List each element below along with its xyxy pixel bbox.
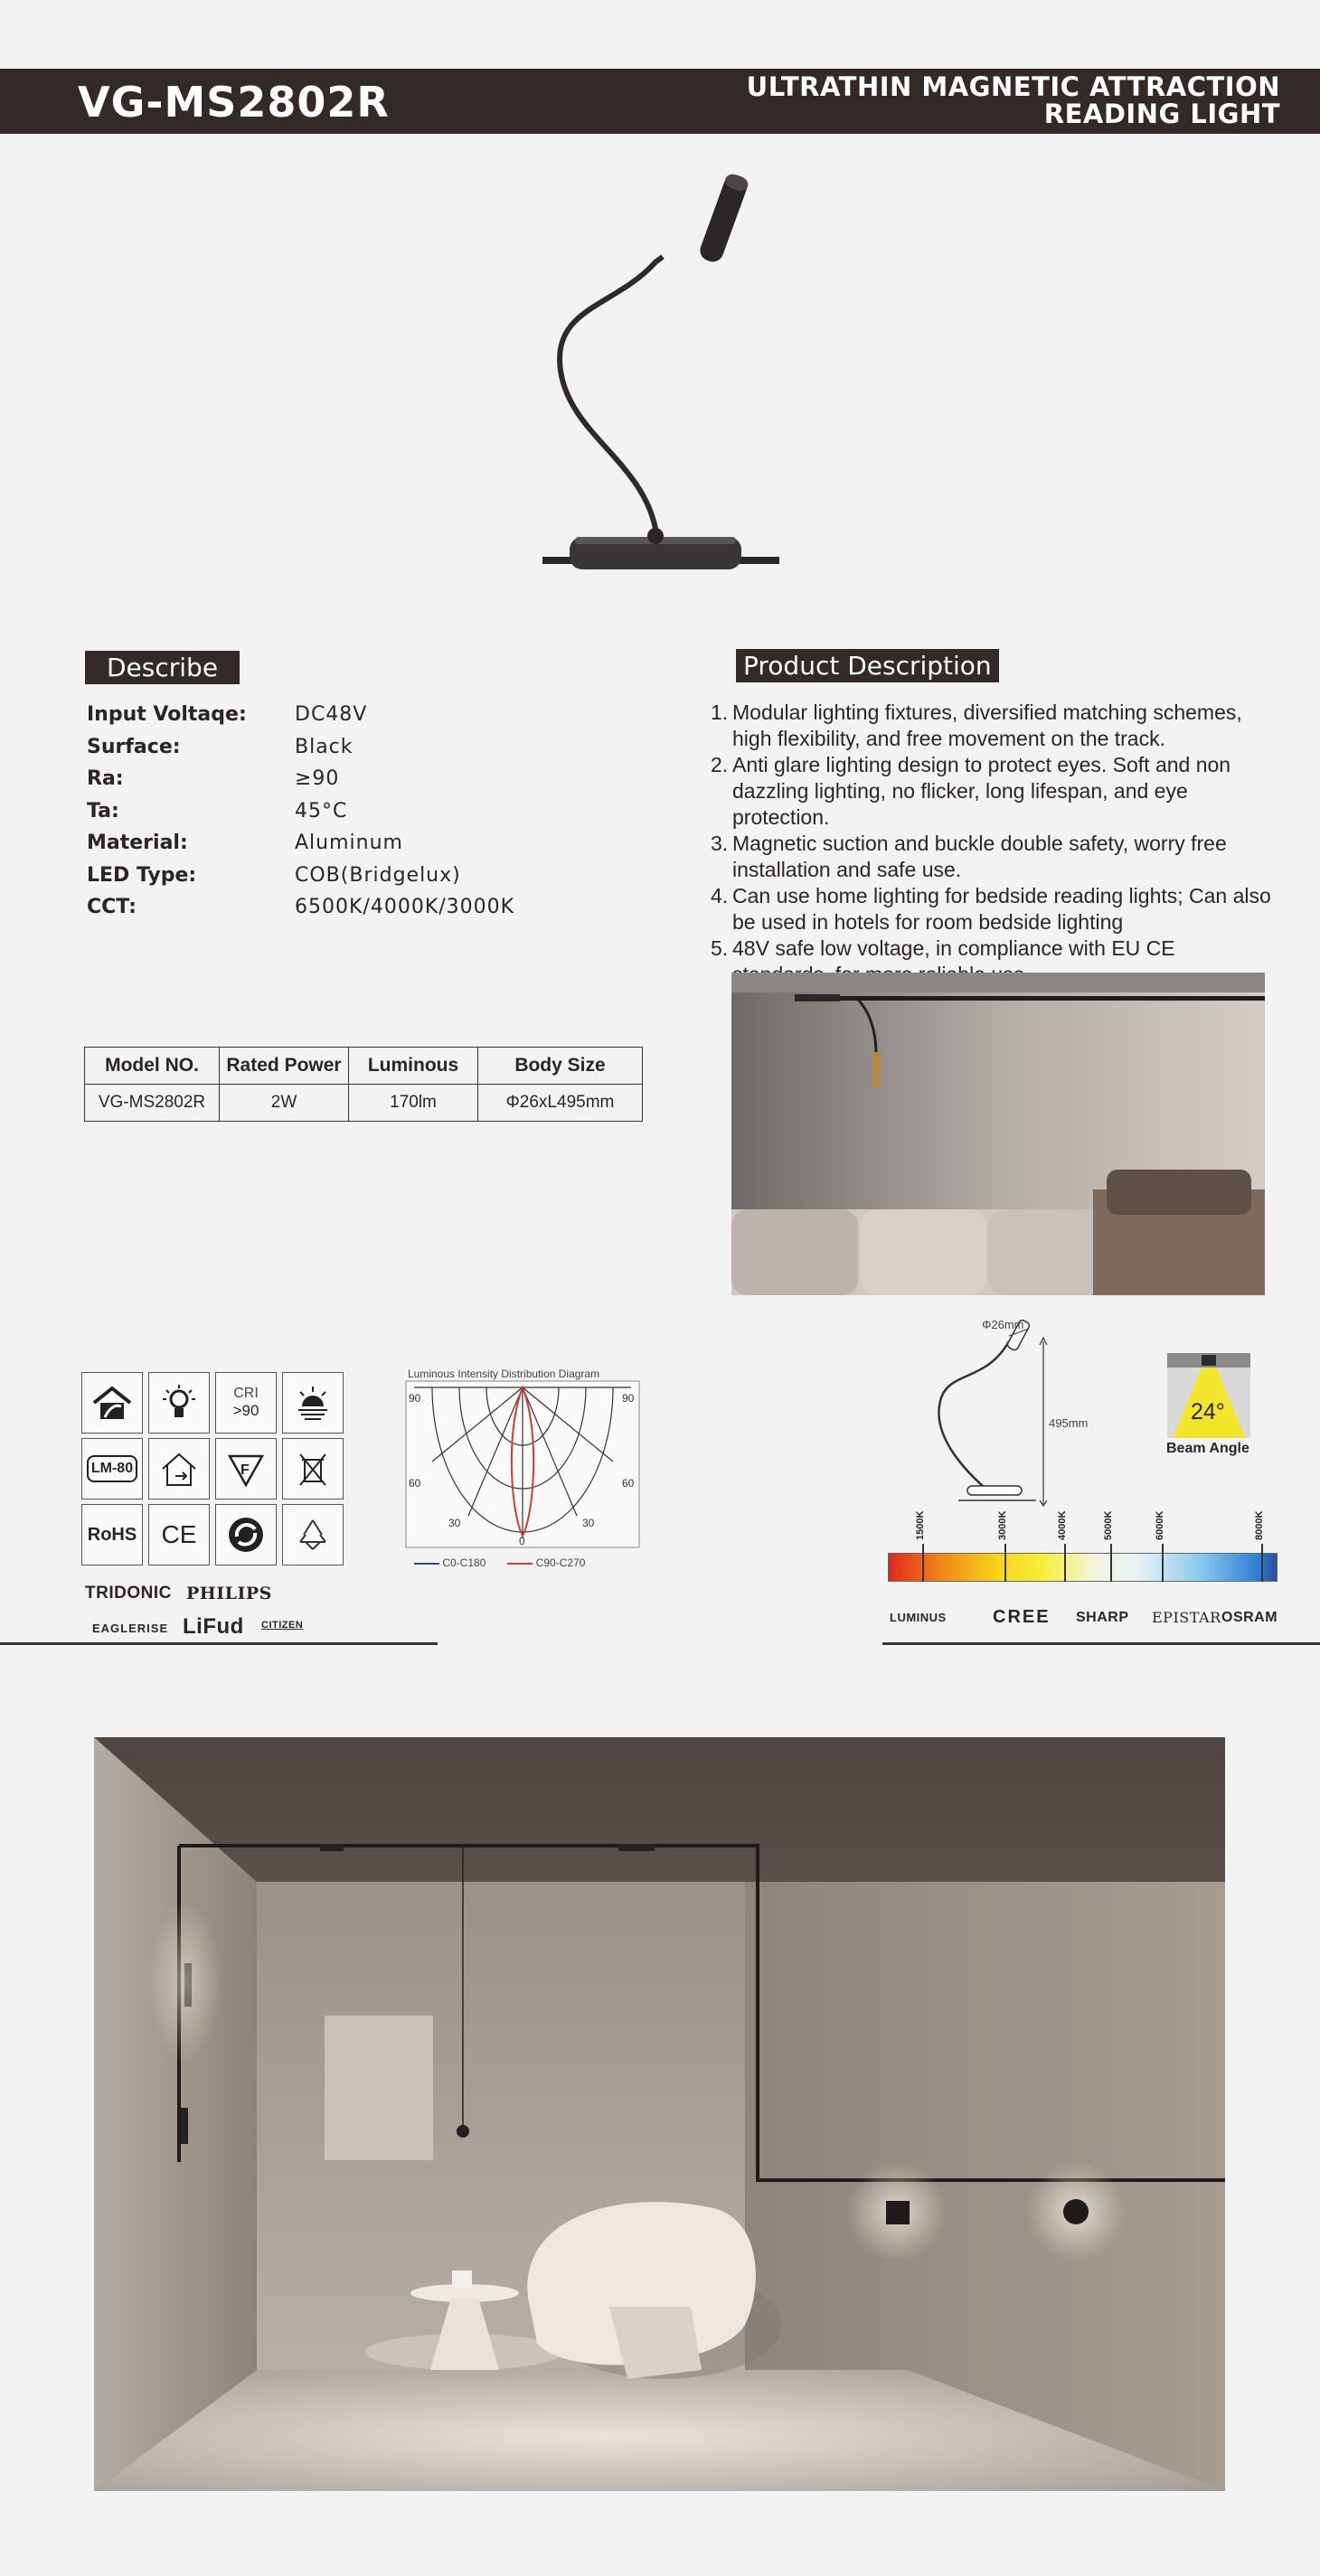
item-number: 2. bbox=[711, 753, 729, 776]
table-header-row bbox=[85, 1048, 643, 1085]
spec-key: CCT: bbox=[87, 896, 137, 918]
room-render bbox=[94, 1737, 1225, 2491]
item-number: 1. bbox=[711, 700, 729, 724]
brand-philips: PHILIPS bbox=[186, 1584, 272, 1603]
column-header: Luminous bbox=[349, 1048, 478, 1085]
description-item bbox=[711, 883, 1271, 935]
brand-lifud: LiFud bbox=[183, 1614, 244, 1639]
spec-key: Surface: bbox=[87, 735, 181, 758]
item-number: 3. bbox=[711, 832, 729, 855]
column-header: Rated Power bbox=[220, 1048, 349, 1085]
cri-label: CRI bbox=[233, 1386, 259, 1401]
product-image bbox=[533, 163, 796, 578]
model-title: VG-MS2802R bbox=[78, 78, 390, 127]
svg-text:F: F bbox=[240, 1462, 250, 1478]
spec-key: Ta: bbox=[87, 799, 119, 823]
spec-key: Material: bbox=[87, 832, 188, 854]
legend-label: C90-C270 bbox=[535, 1556, 586, 1569]
angle-label: 90 bbox=[409, 1392, 421, 1405]
cct-tick bbox=[1004, 1544, 1006, 1582]
beam-angle-value: 24° bbox=[1191, 1399, 1225, 1424]
recycle-icon bbox=[282, 1504, 344, 1565]
spec-table bbox=[84, 1047, 643, 1122]
angle-label: 30 bbox=[448, 1517, 461, 1529]
product-title bbox=[747, 73, 1280, 127]
item-text: Modular lighting fixtures, diversified matching schemes, high flexibility, and free movement on the track. bbox=[732, 700, 1242, 750]
item-text: Anti glare lighting design to protect eyes. Soft and non dazzling lighting, no flicker, long lifespan, and eye protection. bbox=[732, 753, 1231, 829]
spec-value: DC48V bbox=[295, 703, 368, 726]
cct-tick bbox=[1162, 1544, 1164, 1582]
cct-color-bar bbox=[888, 1553, 1278, 1582]
table-cell: Φ26xL495mm bbox=[478, 1085, 643, 1122]
item-text: 48V safe low voltage, in compliance with EU CE bbox=[732, 936, 1175, 960]
cct-tick bbox=[1064, 1544, 1066, 1582]
spec-value: 6500K/4000K/3000K bbox=[295, 896, 515, 918]
brand-epistar: EPISTAR bbox=[1152, 1609, 1221, 1626]
table-cell: 2W bbox=[220, 1085, 349, 1122]
product-title-line1: ULTRATHIN MAGNETIC ATTRACTION bbox=[746, 71, 1280, 102]
item-text: Magnetic suction and buckle double safety, worry free installation and safe use. bbox=[732, 832, 1227, 881]
cri-badge bbox=[215, 1372, 277, 1434]
cct-tick-label: 6000K bbox=[1155, 1510, 1165, 1540]
rohs-badge bbox=[81, 1504, 143, 1565]
brand-tridonic: TRIDONIC bbox=[85, 1584, 172, 1603]
brand-cree: CREE bbox=[993, 1607, 1051, 1627]
home-icon bbox=[81, 1372, 143, 1434]
cct-tick bbox=[1261, 1544, 1263, 1582]
cct-tick-label: 8000K bbox=[1254, 1510, 1265, 1540]
brand-osram: OSRAM bbox=[1221, 1610, 1278, 1625]
item-number: 5. bbox=[711, 936, 729, 960]
rohs-label: RoHS bbox=[87, 1524, 137, 1545]
angle-label: 30 bbox=[582, 1517, 595, 1529]
table-cell: 170lm bbox=[349, 1085, 478, 1122]
item-text: Can use home lighting for bedside reading lights; Can also be used in hotels for room bedside lighting bbox=[732, 884, 1271, 934]
table-cell: VG-MS2802R bbox=[85, 1085, 220, 1122]
table-row bbox=[85, 1085, 643, 1122]
legend-item bbox=[507, 1556, 585, 1569]
spec-key: Input Voltaqe: bbox=[87, 703, 247, 726]
angle-label: 0 bbox=[519, 1535, 525, 1547]
bedroom-photo bbox=[731, 973, 1265, 1295]
beam-angle-label: Beam Angle bbox=[1166, 1441, 1249, 1456]
description-list bbox=[711, 700, 1271, 988]
item-number: 4. bbox=[711, 884, 729, 907]
weee-bin-icon bbox=[282, 1438, 344, 1500]
polar-title: Luminous Intensity Distribution Diagram bbox=[408, 1368, 600, 1380]
polar-legend bbox=[414, 1556, 585, 1569]
legend-swatch bbox=[507, 1563, 533, 1565]
spec-value: 45°C bbox=[295, 799, 348, 823]
divider bbox=[0, 1642, 438, 1645]
angle-label: 60 bbox=[409, 1477, 421, 1490]
cct-tick-label: 4000K bbox=[1057, 1510, 1068, 1540]
brand-citizen: CITIZEN bbox=[261, 1620, 304, 1631]
spec-key: LED Type: bbox=[87, 863, 197, 887]
ce-label: CE bbox=[161, 1520, 197, 1548]
spec-value: COB(Bridgelux) bbox=[295, 863, 461, 887]
indoor-use-icon bbox=[148, 1438, 210, 1500]
ce-mark bbox=[148, 1504, 210, 1565]
polar-diagram bbox=[405, 1380, 640, 1548]
angle-label: 60 bbox=[622, 1477, 635, 1490]
f-mark-icon bbox=[215, 1438, 277, 1500]
column-header: Model NO. bbox=[85, 1048, 220, 1085]
description-item bbox=[711, 752, 1271, 831]
cct-tick bbox=[1110, 1544, 1112, 1582]
product-description-label: Product Description bbox=[736, 649, 999, 682]
spec-key: Ra: bbox=[87, 767, 124, 790]
legend-item bbox=[414, 1556, 486, 1569]
legend-swatch bbox=[414, 1563, 439, 1565]
cri-value: >90 bbox=[232, 1402, 259, 1419]
product-title-line2: READING LIGHT bbox=[1043, 99, 1280, 129]
description-item bbox=[711, 700, 1271, 752]
cct-tick-label: 1500K bbox=[915, 1510, 926, 1540]
cct-tick bbox=[922, 1544, 924, 1582]
lm80-label: LM-80 bbox=[87, 1455, 137, 1482]
angle-label: 90 bbox=[622, 1392, 635, 1405]
describe-label: Describe bbox=[85, 651, 240, 684]
cct-tick-label: 5000K bbox=[1103, 1510, 1114, 1540]
spec-value: ≥90 bbox=[295, 767, 340, 790]
spec-value: Black bbox=[295, 735, 354, 758]
bulb-icon bbox=[148, 1372, 210, 1434]
diameter-label: Φ26mm bbox=[982, 1318, 1024, 1331]
brand-luminus: LUMINUS bbox=[890, 1611, 947, 1624]
column-header: Body Size bbox=[478, 1048, 643, 1085]
length-label: 495mm bbox=[1049, 1416, 1089, 1430]
cct-tick-label: 3000K bbox=[997, 1510, 1008, 1540]
green-dot-icon bbox=[215, 1504, 277, 1565]
divider bbox=[882, 1642, 1320, 1645]
no-flicker-icon bbox=[282, 1372, 344, 1434]
legend-label: C0-C180 bbox=[442, 1556, 486, 1569]
brand-eaglerise: EAGLERISE bbox=[92, 1622, 169, 1635]
spec-value: Aluminum bbox=[295, 832, 403, 854]
lm80-badge bbox=[81, 1438, 143, 1500]
description-item bbox=[711, 831, 1271, 883]
brand-sharp: SHARP bbox=[1076, 1610, 1129, 1625]
dimension-drawing bbox=[922, 1320, 1103, 1509]
